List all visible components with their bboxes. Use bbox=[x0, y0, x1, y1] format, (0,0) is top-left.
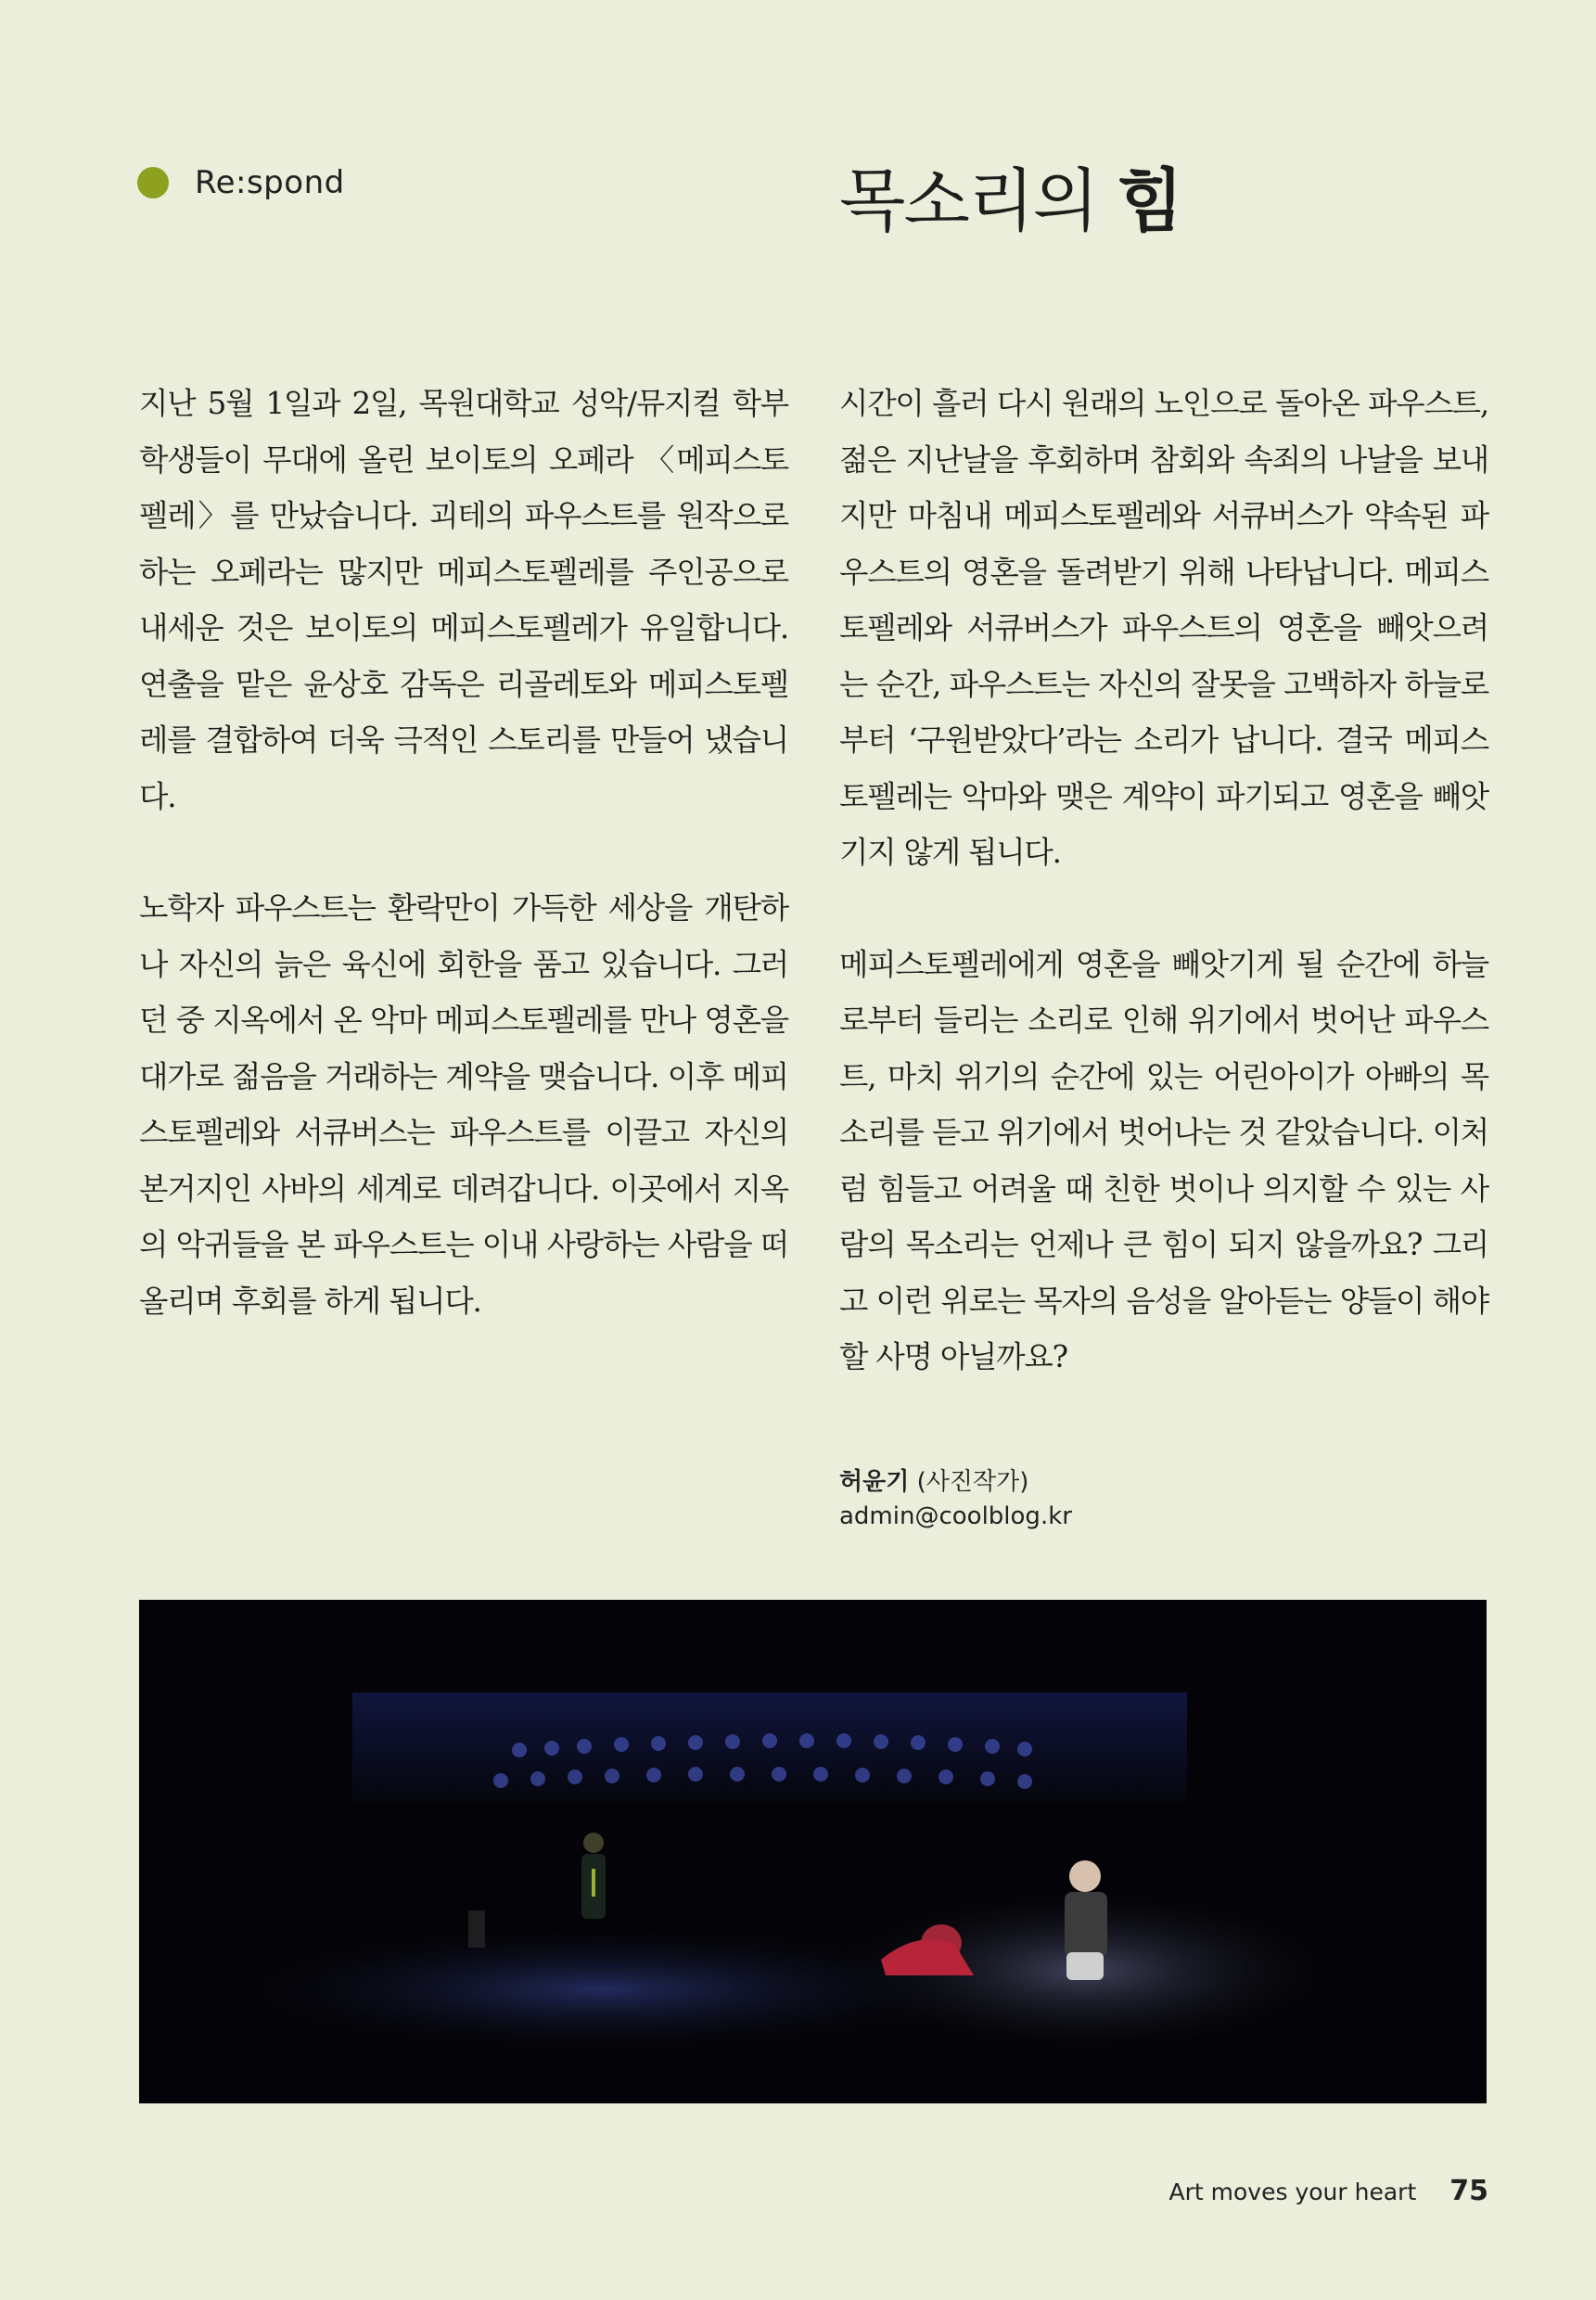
left-column bbox=[139, 376, 788, 1385]
author-name: 허윤기 bbox=[839, 1468, 910, 1496]
page-number: 75 bbox=[1449, 2175, 1488, 2207]
page-footer bbox=[1169, 2175, 1488, 2207]
section-tag bbox=[137, 164, 345, 201]
paragraph: 지난 5월 1일과 2일, 목원대학교 성악/뮤지컬 학부 학생들이 무대에 올린 보이토의 오페라 〈메피스토펠레〉를 만났습니다. 괴테의 파우스트를 원작으로 하는 오페라는 많지만 메피스토펠레를 주인공으로 내세운 것은 보이토의 메피스토펠레가 유일합니다. 연출을 맡은 윤상호 감독은 리골레토와 메피스토펠레를 결합하여 더욱 극적인 스토리를 만들어 냈습니다. bbox=[139, 386, 788, 814]
byline bbox=[839, 1465, 1072, 1534]
title-bold: 힘 bbox=[1117, 161, 1181, 241]
right-column bbox=[839, 376, 1488, 1441]
stage-photo bbox=[139, 1600, 1487, 2103]
section-bullet-icon bbox=[137, 167, 169, 198]
stage-photo-illustration bbox=[139, 1600, 1487, 2103]
paragraph: 메피스토펠레에게 영혼을 빼앗기게 될 순간에 하늘로부터 들리는 소리로 인해 위기에서 벗어난 파우스트, 마치 위기의 순간에 있는 어린아이가 아빠의 목소리를 듣고 위기에서 벗어나는 것 같았습니다. 이처럼 힘들고 어려울 때 친한 벗이나 의지할 수 있는 사람의 목소리는 언제나 큰 힘이 되지 않을까요? 그리고 이런 위로는 목자의 음성을 알아듣는 양들이 해야 할 사명 아닐까요? bbox=[839, 946, 1488, 1374]
article-title bbox=[839, 147, 1181, 245]
author-email: admin@coolblog.kr bbox=[839, 1502, 1072, 1530]
title-regular: 목소리의 bbox=[839, 161, 1117, 241]
author-role: (사진작가) bbox=[916, 1468, 1029, 1496]
footer-tagline: Art moves your heart bbox=[1168, 2179, 1417, 2205]
paragraph: 시간이 흘러 다시 원래의 노인으로 돌아온 파우스트, 젊은 지난날을 후회하며 참회와 속죄의 나날을 보내지만 마침내 메피스토펠레와 서큐버스가 약속된 파우스트의 영혼을 돌려받기 위해 나타납니다. 메피스토펠레와 서큐버스가 파우스트의 영혼을 빼앗으려는 순간, 파우스트는 자신의 잘못을 고백하자 하늘로부터 ‘구원받았다’라는 소리가 납니다. 결국 메피스토펠레는 악마와 맺은 계약이 파기되고 영혼을 빼앗기지 않게 됩니다. bbox=[839, 386, 1488, 870]
paragraph: 노학자 파우스트는 환락만이 가득한 세상을 개탄하나 자신의 늙은 육신에 회한을 품고 있습니다. 그러던 중 지옥에서 온 악마 메피스토펠레를 만나 영혼을 대가로 젊음을 거래하는 계약을 맺습니다. 이후 메피스토펠레와 서큐버스는 파우스트를 이끌고 자신의 본거지인 사바의 세계로 데려갑니다. 이곳에서 지옥의 악귀들을 본 파우스트는 이내 사랑하는 사람을 떠올리며 후회를 하게 됩니다. bbox=[139, 890, 788, 1319]
section-label: Re:spond bbox=[195, 164, 345, 201]
